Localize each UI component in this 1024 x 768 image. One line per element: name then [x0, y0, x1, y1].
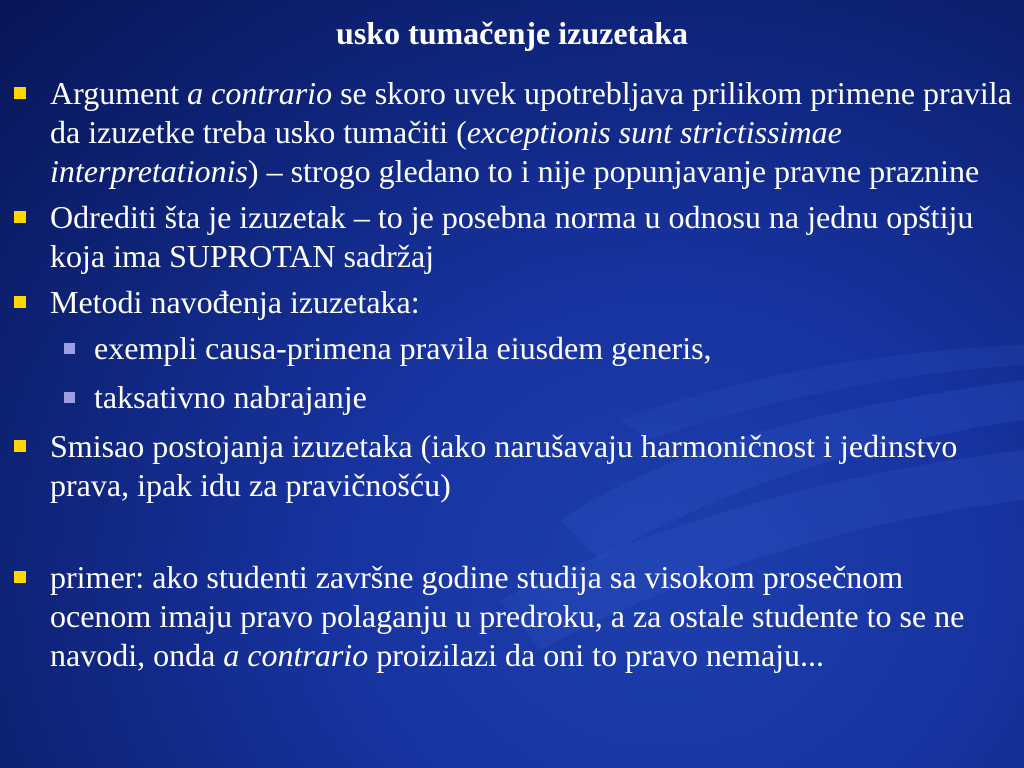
bullet-text: Smisao postojanja izuzetaka (iako narušavaju harmoničnost i jedinstvo prava, ipak idu za pravičnošću): [50, 428, 958, 503]
slide-title: usko tumačenje izuzetaka: [336, 15, 688, 51]
bullet-odrediti: [12, 198, 1012, 276]
spacer: [12, 512, 1012, 558]
bullet-metodi: [12, 283, 1012, 322]
lavender-square-bullet-icon: [64, 343, 75, 354]
lavender-square-bullet-icon: [64, 392, 75, 403]
bullet-text: Odrediti šta je izuzetak – to je posebna norma u odnosu na jednu opštiju koja ima SUPROTAN sadržaj: [50, 199, 974, 274]
bullet-text: ) – strogo gledano to i nije popunjavanje pravne praznine: [247, 153, 980, 189]
yellow-square-bullet-icon: [14, 571, 26, 583]
bullet-italic-text: a contrario: [187, 75, 333, 111]
yellow-square-bullet-icon: [14, 211, 26, 223]
bullet-smisao: [12, 427, 1012, 505]
sub-bullet-taksativno: [12, 378, 1012, 417]
sub-bullet-exempli-causa: [12, 329, 1012, 368]
bullet-primer: [12, 558, 1012, 675]
yellow-square-bullet-icon: [14, 87, 26, 99]
slide-content: [12, 74, 1012, 682]
bullet-text: se skoro uvek upotrebljava prilikom primene pravila da izuzetke treba usko tumačiti (: [50, 75, 1012, 150]
yellow-square-bullet-icon: [14, 296, 26, 308]
bullet-argument-a-contrario: [12, 74, 1012, 191]
bullet-text: primer: ako studenti završne godine studija sa visokom prosečnom ocenom imaju pravo polaganju u predroku, a za ostale studente to se ne navodi, onda: [50, 559, 965, 673]
sub-bullet-text: exempli causa-primena pravila eiusdem generis,: [94, 330, 712, 366]
bullet-text: proizilazi da oni to pravo nemaju...: [368, 637, 825, 673]
bullet-text: Metodi navođenja izuzetaka:: [50, 284, 420, 320]
bullet-italic-text: exceptionis sunt strictissimae interpretationis: [50, 114, 842, 189]
sub-bullet-text: taksativno nabrajanje: [94, 379, 367, 415]
yellow-square-bullet-icon: [14, 440, 26, 452]
bullet-italic-text: a contrario: [223, 637, 369, 673]
bullet-text: Argument: [50, 75, 188, 111]
